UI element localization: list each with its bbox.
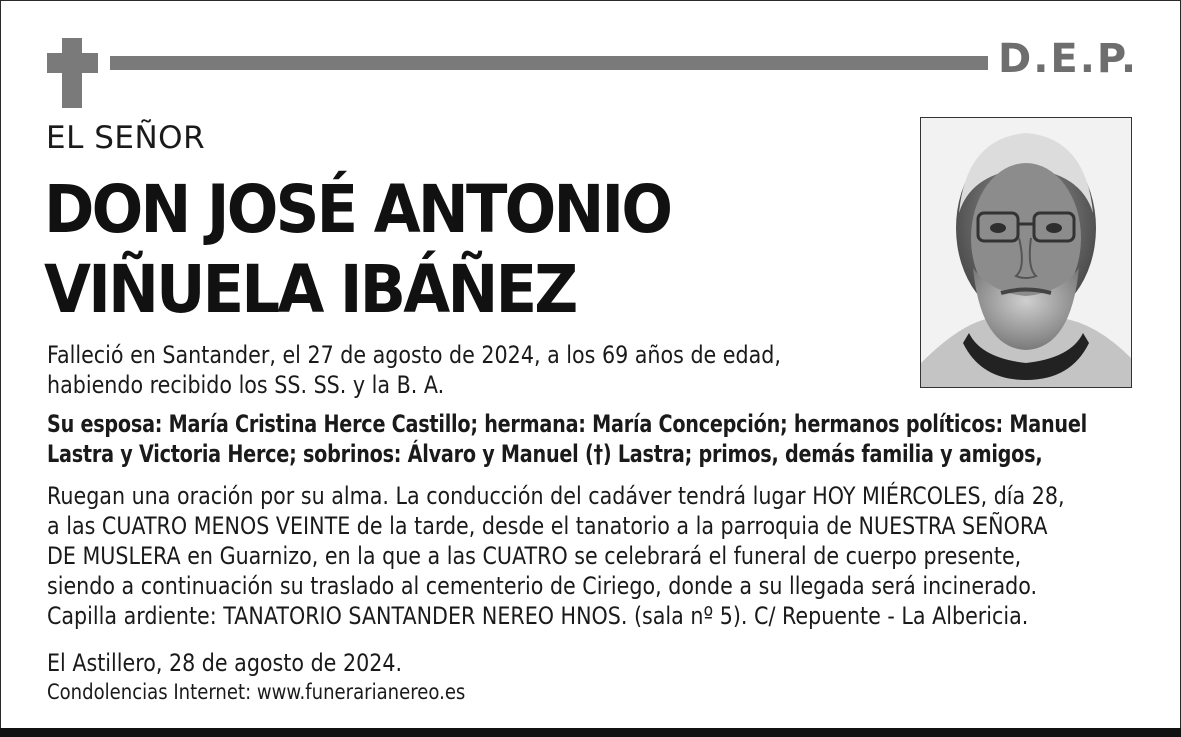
place-date: El Astillero, 28 de agosto de 2024. <box>47 649 403 677</box>
name-line-1: DON JOSÉ ANTONIO <box>44 171 671 248</box>
family-line-1: Su esposa: María Cristina Herce Castillo; hermana: María Concepción; hermanos políticos: Manuel <box>47 410 1087 438</box>
cross-icon-bar <box>47 53 98 73</box>
portrait-photo <box>920 117 1132 388</box>
dep-label: D.E.P. <box>998 36 1139 82</box>
deceased-name <box>44 170 670 330</box>
cross-icon <box>62 38 82 108</box>
ceremony-line-5: Capilla ardiente: TANATORIO SANTANDER NEREO HNOS. (sala nº 5). C/ Repuente - La Albericia. <box>47 602 1029 630</box>
ceremony-line-1: Ruegan una oración por su alma. La conducción del cadáver tendrá lugar HOY MIÉRCOLES, día 28, <box>47 482 1065 510</box>
death-line-1: Falleció en Santander, el 27 de agosto de 2024, a los 69 años de edad, <box>47 341 781 369</box>
ceremony-line-4: siendo a continuación su traslado al cementerio de Ciriego, donde a su llegada será incinerado. <box>47 572 1038 600</box>
ceremony-line-3: DE MUSLERA en Guarnizo, en la que a las CUATRO se celebrará el funeral de cuerpo presente, <box>47 542 1022 570</box>
bottom-rule <box>0 728 1181 737</box>
family-line-2: Lastra y Victoria Herce; sobrinos: Álvaro y Manuel (†) Lastra; primos, demás familia y amigos, <box>47 440 1043 468</box>
condolences-link: Condolencias Internet: www.funerarianereo.es <box>47 680 466 704</box>
header-rule <box>110 56 988 70</box>
title-prefix: EL SEÑOR <box>46 120 206 156</box>
death-line-2: habiendo recibido los SS. SS. y la B. A. <box>47 371 445 399</box>
ceremony-line-2: a las CUATRO MENOS VEINTE de la tarde, desde el tanatorio a la parroquia de NUESTRA SEÑORA <box>47 512 1048 540</box>
name-line-2: VIÑUELA IBÁÑEZ <box>44 251 576 328</box>
